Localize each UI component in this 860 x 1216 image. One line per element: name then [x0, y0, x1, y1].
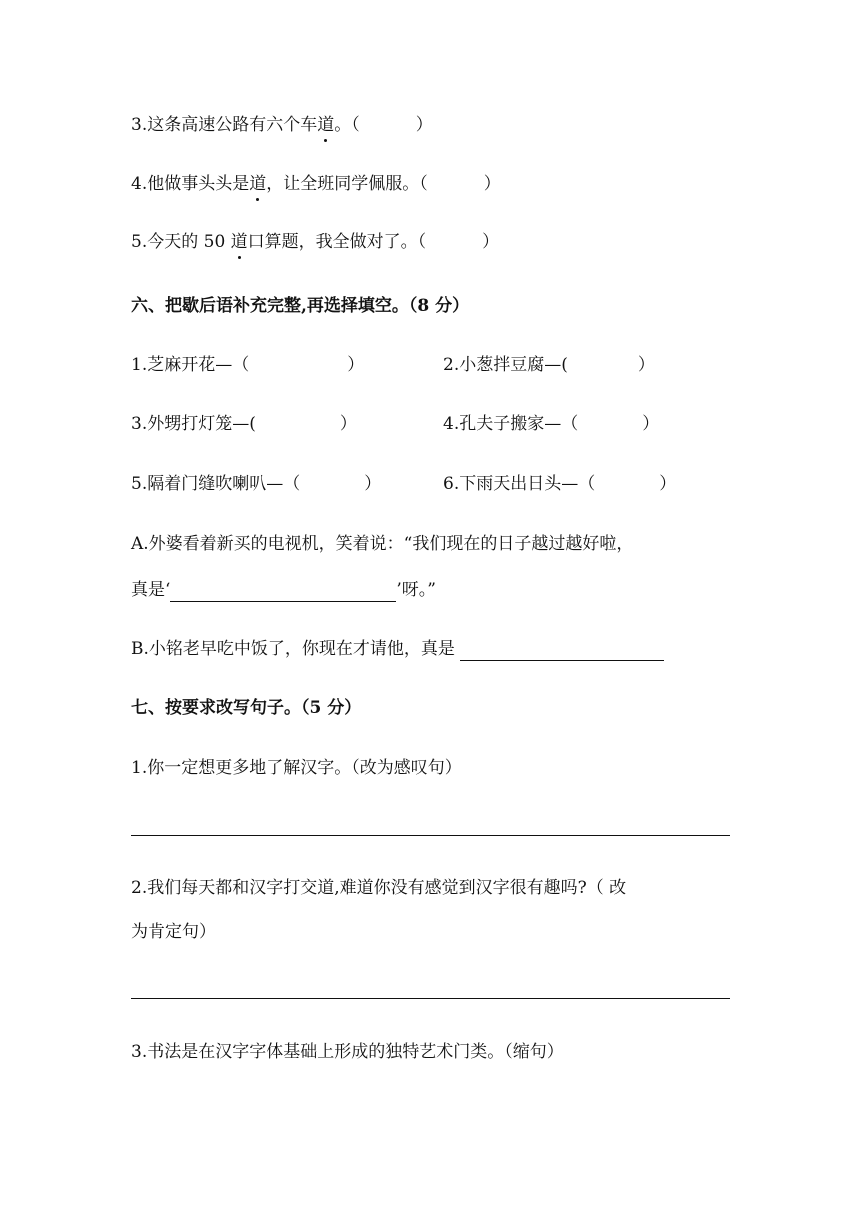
- item-text: ，让全班同学佩服。（: [266, 174, 428, 194]
- fill-b-line: [131, 637, 664, 661]
- proverb-right: 6.下雨天出日头—（: [443, 474, 596, 494]
- section-6-heading: 六、把歇后语补充完整,再选择填空。（8 分）: [131, 296, 470, 316]
- fill-a-prefix: 真是‘: [131, 580, 171, 600]
- item-5-5: [131, 230, 499, 254]
- item-text: 3.这条高速公路有六个车: [131, 115, 318, 135]
- rewrite-q3: 3.书法是在汉字字体基础上形成的独特艺术门类。（缩句）: [131, 1042, 564, 1062]
- close-paren: ）: [339, 414, 357, 434]
- fill-b-text: B.小铭老早吃中饭了，你现在才请他，真是: [131, 639, 461, 659]
- rewrite-q2-line-1: 2.我们每天都和汉字打交道,难道你没有感觉到汉字很有趣吗?（ 改: [131, 878, 627, 898]
- rewrite-q2-line-2: 为肯定句）: [131, 922, 216, 942]
- fill-a-line-2: [131, 578, 436, 602]
- close-paren: ）: [364, 474, 382, 494]
- item-text: 。（: [334, 115, 360, 135]
- answer-line-q2[interactable]: [131, 998, 730, 999]
- emphasis-char: 道: [230, 232, 248, 252]
- fill-a-suffix: ’呀。”: [396, 580, 437, 600]
- proverb-left: 1.芝麻开花—（: [131, 355, 250, 375]
- proverb-right: 2.小葱拌豆腐—(: [443, 355, 568, 375]
- item-5-4: [131, 172, 501, 196]
- proverb-row-3: [131, 472, 731, 496]
- proverb-left: 3.外甥打灯笼—(: [131, 414, 256, 434]
- close-paren: ）: [637, 355, 655, 375]
- proverb-row-2: [131, 412, 731, 436]
- emphasis-char: 道: [317, 115, 335, 135]
- item-5-3: [131, 113, 433, 137]
- proverb-right: 4.孔夫子搬家—（: [443, 414, 579, 434]
- proverb-row-1: [131, 353, 731, 377]
- answer-blank-b[interactable]: [460, 642, 664, 661]
- close-paren: ）: [483, 174, 501, 194]
- close-paren: ）: [659, 474, 677, 494]
- item-text: 口算题，我全做对了。（: [247, 232, 427, 252]
- emphasis-char: 道: [249, 174, 267, 194]
- answer-line-q1[interactable]: [131, 835, 730, 836]
- close-paren: ）: [347, 355, 365, 375]
- item-text: 4.他做事头头是: [131, 174, 250, 194]
- close-paren: ）: [642, 414, 660, 434]
- item-text: 5.今天的 50: [131, 232, 231, 252]
- fill-a-line-1: A.外婆看着新买的电视机，笑着说：“我们现在的日子越过越好啦，: [131, 534, 634, 554]
- rewrite-q1: 1.你一定想更多地了解汉字。（改为感叹句）: [131, 758, 462, 778]
- close-paren: ）: [482, 232, 500, 252]
- answer-blank-a[interactable]: [170, 583, 396, 602]
- close-paren: ）: [415, 115, 433, 135]
- section-7-heading: 七、按要求改写句子。（5 分）: [131, 698, 362, 718]
- proverb-left: 5.隔着门缝吹喇叭—（: [131, 474, 301, 494]
